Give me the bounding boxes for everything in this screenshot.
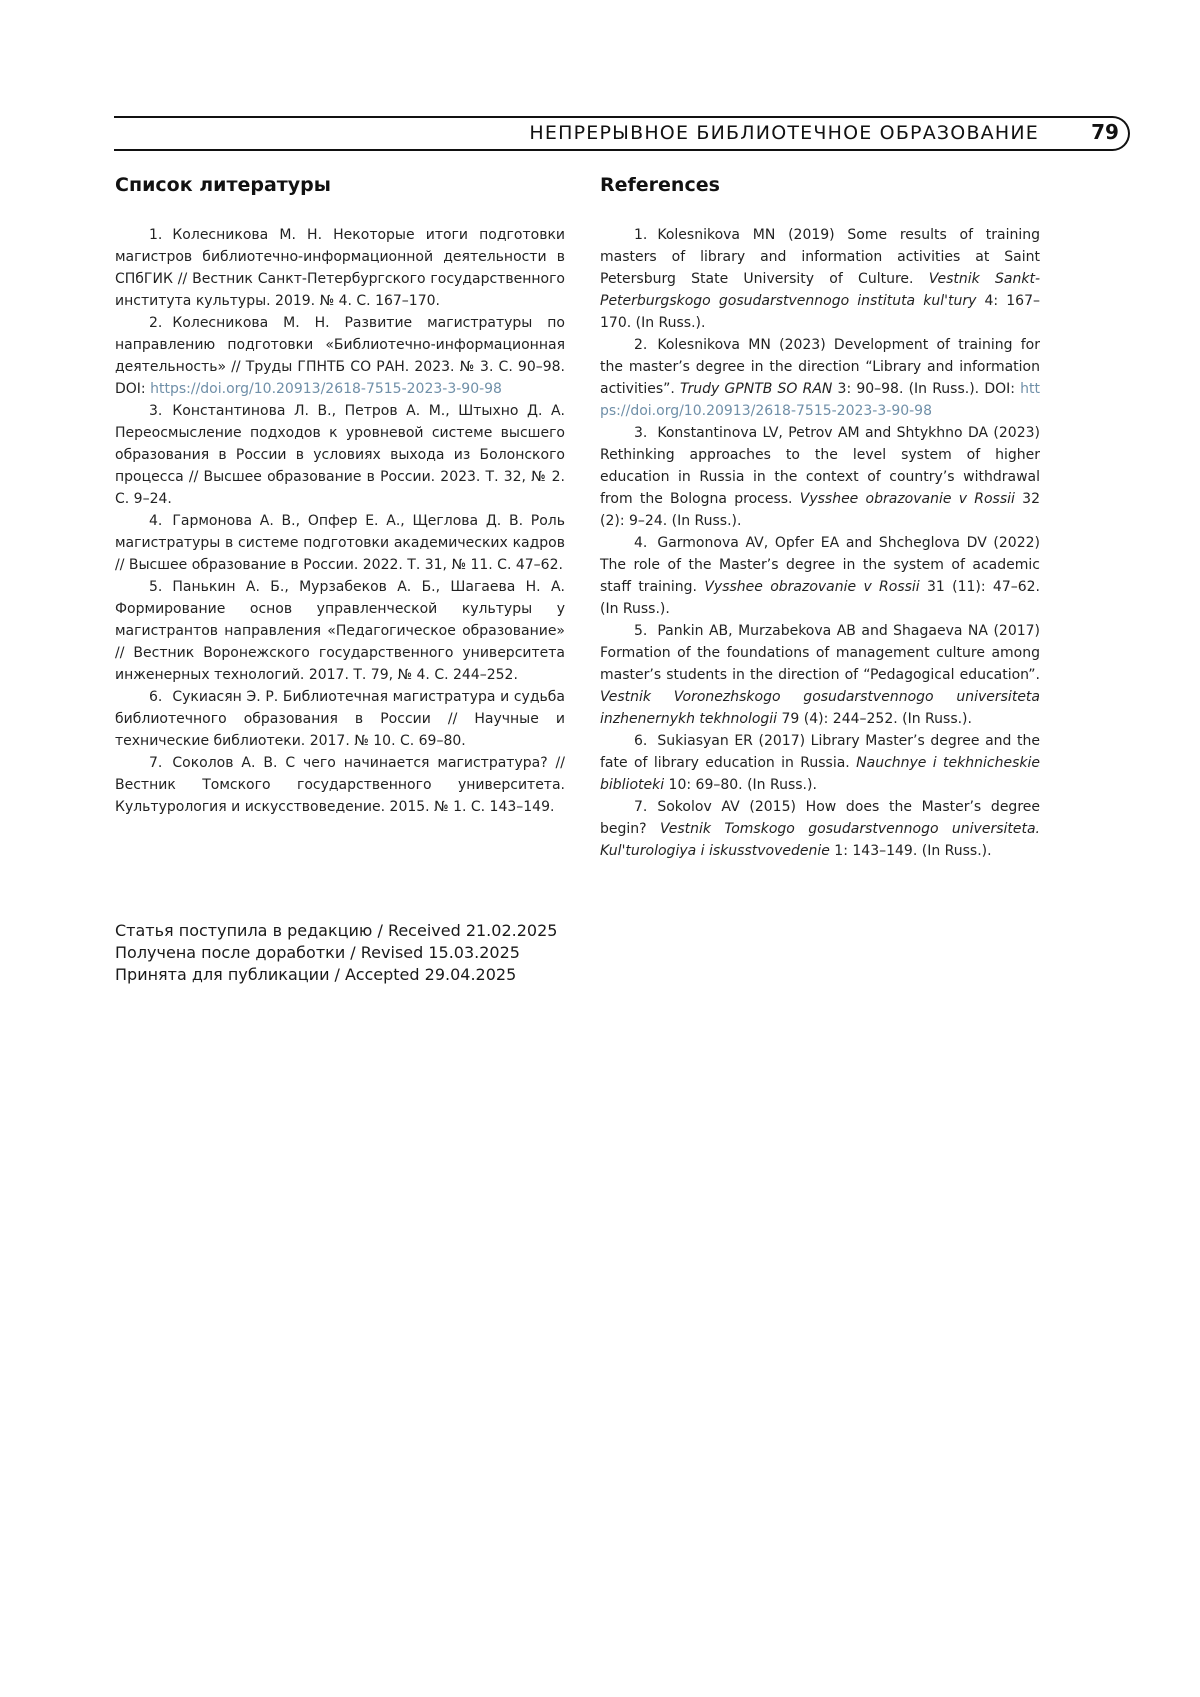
reference-number: 2. <box>149 315 163 331</box>
reference-number: 7. <box>634 799 648 815</box>
reference-number: 3. <box>634 425 648 441</box>
reference-text: Pankin AB, Murzabekova AB and Shagaeva NA (2017) Formation of the foundations of management culture among master’s students in the direction of “Pedagogical education”. <box>600 623 1040 683</box>
reference-text: Sokolov AV (2015) How does the Master’s degree begin? <box>600 799 1040 837</box>
doi-label: DOI: <box>115 381 151 397</box>
doi-link-en-2[interactable]: https://doi.org/10.20913/2618-7515-2023-3-90-98 <box>600 381 1040 419</box>
doi-link-ru-2[interactable]: https://doi.org/10.20913/2618-7515-2023-3-90-98 <box>150 381 502 397</box>
reference-en-7 <box>600 796 1040 862</box>
section-heading-ru: Список литературы <box>115 174 331 196</box>
reference-details: 31 (11): 47–62. (In Russ.). <box>600 579 1040 617</box>
section-heading-en: References <box>600 174 720 196</box>
reference-en-2 <box>600 334 1040 422</box>
reference-text: Kolesnikova MN (2019) Some results of training masters of library and information activities at Saint Petersburg State University of Culture. <box>600 227 1040 287</box>
reference-journal: Vestnik Voronezhskogo gosudarstvennogo universiteta inzhenernykh tekhnologii <box>600 689 1040 727</box>
reference-journal: Vysshee obrazovanie v Rossii <box>704 579 920 595</box>
reference-en-5 <box>600 620 1040 730</box>
reference-text: Соколов А. В. С чего начинается магистратура? // Вестник Томского государственного университета. Культурология и искусствоведение. 2015. № 1. С. 143–149. <box>115 755 565 815</box>
reference-text: Konstantinova LV, Petrov AM and Shtykhno DA (2023) Rethinking approaches to the level system of higher education in Russia in the context of country’s withdrawal from the Bologna process. <box>600 425 1040 507</box>
reference-number: 2. <box>634 337 648 353</box>
reference-ru-2 <box>115 312 565 400</box>
reference-details: 10: 69–80. (In Russ.). <box>664 777 817 793</box>
reference-ru-3 <box>115 400 565 510</box>
doi-label: DOI: <box>984 381 1021 397</box>
received-date: Статья поступила в редакцию / Received 21.02.2025 <box>115 921 558 940</box>
reference-ru-1 <box>115 224 565 312</box>
reference-journal: Vysshee obrazovanie v Rossii <box>799 491 1015 507</box>
header-rule-bottom <box>114 149 1100 151</box>
reference-en-4 <box>600 532 1040 620</box>
reference-text: Константинова Л. В., Петров А. М., Штыхно Д. А. Переосмысление подходов к уровневой системе высшего образования в России в условиях выхода из Болонского процесса // Высшее образование в России. 2023. Т. 32, № 2. С. 9–24. <box>115 403 565 507</box>
reference-text: Панькин А. Б., Мурзабеков А. Б., Шагаева Н. А. Формирование основ управленческой культуры у магистрантов направления «Педагогическое образование» // Вестник Воронежского государственного университета инженерных технологий. 2017. Т. 79, № 4. С. 244–252. <box>115 579 565 683</box>
reference-text: Сукиасян Э. Р. Библиотечная магистратура и судьба библиотечного образования в России // Научные и технические библиотеки. 2017. № 10. С. 69–80. <box>115 689 565 749</box>
reference-en-3 <box>600 422 1040 532</box>
reference-details: 1: 143–149. (In Russ.). <box>829 843 992 859</box>
reference-en-1 <box>600 224 1040 334</box>
reference-ru-5 <box>115 576 565 686</box>
reference-en-6 <box>600 730 1040 796</box>
reference-number: 6. <box>149 689 163 705</box>
reference-number: 3. <box>149 403 163 419</box>
reference-journal: Vestnik Sankt-Peterburgskogo gosudarstvennogo instituta kul'tury <box>600 271 1040 309</box>
accepted-date: Принята для публикации / Accepted 29.04.2025 <box>115 965 517 984</box>
reference-list-ru <box>115 224 565 818</box>
reference-details: 32 (2): 9–24. (In Russ.). <box>600 491 1040 529</box>
article-dates <box>115 920 557 986</box>
reference-text: Garmonova AV, Opfer EA and Shcheglova DV (2022) The role of the Master’s degree in the system of academic staff training. <box>600 535 1040 595</box>
reference-details: 79 (4): 244–252. (In Russ.). <box>777 711 972 727</box>
reference-text: Колесникова М. Н. Развитие магистратуры по направлению подготовки «Библиотечно-информационная деятельность» // Труды ГПНТБ СО РАН. 2023. № 3. С. 90–98. <box>115 315 565 375</box>
reference-ru-7 <box>115 752 565 818</box>
reference-number: 5. <box>149 579 163 595</box>
reference-number: 5. <box>634 623 648 639</box>
reference-journal: Vestnik Tomskogo gosudarstvennogo universiteta. Kul'turologiya i iskusstvovedenie <box>600 821 1041 859</box>
reference-details: 4: 167–170. (In Russ.). <box>600 293 1040 331</box>
reference-number: 4. <box>149 513 163 529</box>
reference-number: 1. <box>634 227 648 243</box>
reference-number: 6. <box>634 733 648 749</box>
revised-date: Получена после доработки / Revised 15.03.2025 <box>115 943 520 962</box>
reference-text: Sukiasyan ER (2017) Library Master’s degree and the fate of library education in Russia. <box>600 733 1040 771</box>
reference-number: 1. <box>149 227 163 243</box>
reference-ru-4 <box>115 510 565 576</box>
reference-ru-6 <box>115 686 565 752</box>
reference-number: 7. <box>149 755 163 771</box>
page-number: 79 <box>1091 120 1119 144</box>
reference-text: Kolesnikova MN (2023) Development of training for the master’s degree in the direction “Library and information activities”. <box>600 337 1040 397</box>
reference-text: Колесникова М. Н. Некоторые итоги подготовки магистров библиотечно-информационной деятельности в СПбГИК // Вестник Санкт-Петербургского государственного института культуры. 2019. № 4. С. 167–170. <box>115 227 565 309</box>
reference-details: 3: 90–98. (In Russ.). <box>832 381 980 397</box>
references-english <box>600 174 1040 862</box>
header-rule-top <box>114 116 1100 118</box>
reference-list-en <box>600 224 1040 862</box>
reference-journal: Trudy GPNTB SO RAN <box>680 381 833 397</box>
running-header <box>114 116 1129 152</box>
references-russian <box>115 174 565 818</box>
journal-title: НЕПРЕРЫВНОЕ БИБЛИОТЕЧНОЕ ОБРАЗОВАНИЕ <box>529 122 1039 144</box>
reference-text: Гармонова А. В., Опфер Е. А., Щеглова Д. В. Роль магистратуры в системе подготовки академических кадров // Высшее образование в России. 2022. Т. 31, № 11. С. 47–62. <box>115 513 565 573</box>
reference-number: 4. <box>634 535 648 551</box>
reference-journal: Nauchnye i tekhnicheskie biblioteki <box>600 755 1040 793</box>
